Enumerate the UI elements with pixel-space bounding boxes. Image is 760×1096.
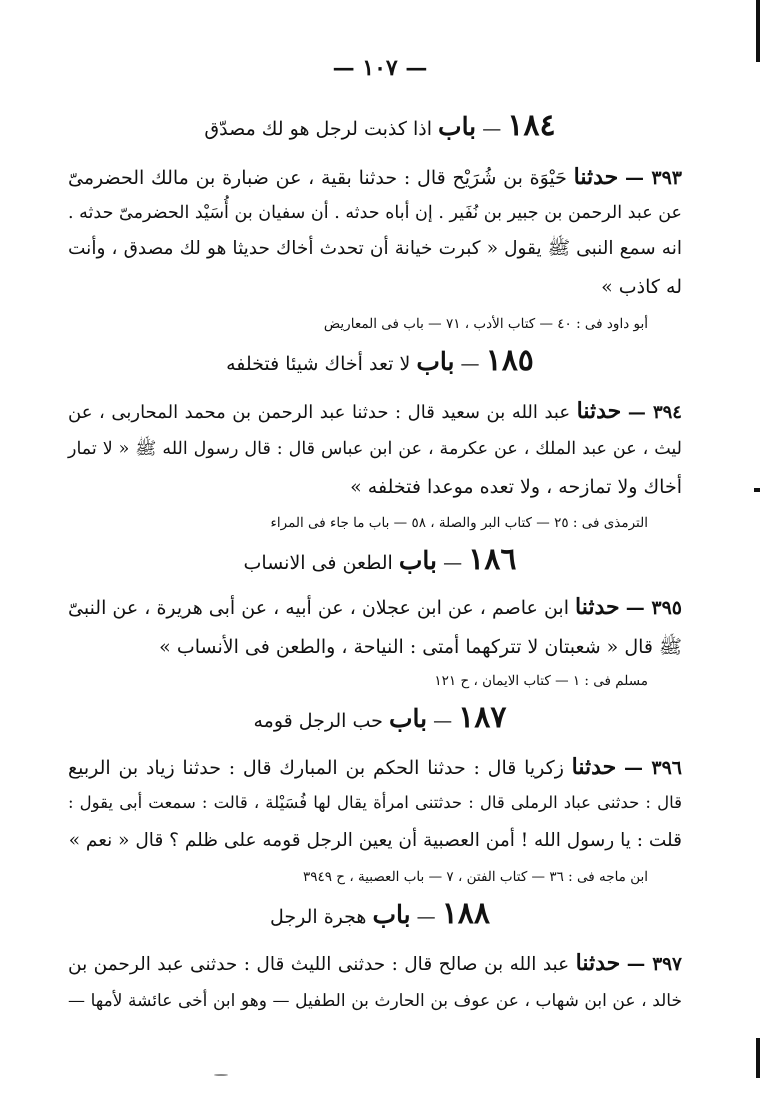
hadith-line [68,396,682,428]
chapter-number: ١٨٧ [458,700,507,735]
hadith-number: ٣٩٣ — [625,167,682,189]
hadith-line: ليث ، عن عبد الملك ، عن عكرمة ، عن ابن عباس قال : قال رسول الله ﷺ « لا تمار [68,439,682,459]
haddathana-word: حدثنا [575,950,621,976]
hadith-line [68,592,682,623]
haddathana-word: حدثنا [576,398,622,424]
page-number: — ١٠٧ — [332,55,428,81]
chapter-dash: — [460,353,480,375]
print-speck [214,1074,228,1076]
hadith-line: انه سمع النبى ﷺ يقول « كبرت خيانة أن تحدث أخاك حديثا هو لك مصدق ، وأنت [68,238,682,259]
chapter-title: لا تعد أخاك شيئا فتخلفه [226,353,411,375]
hadith-line [68,162,682,193]
hadith-line: أخاك ولا تمازحه ، ولا تعده موعدا فتخلفه » [350,476,682,498]
chapter-heading [0,343,760,382]
hadith-line: قلت : يا رسول الله ! أمن العصبية أن يعين الرجل قومه على ظلم ؟ قال « نعم » [68,830,682,851]
hadith-reference: ابن ماجه فى : ٣٦ — كتاب الفتن ، ٧ — باب العصبية ، ح ٣٩٤٩ [303,869,648,885]
hadith-reference: الترمذى فى : ٢٥ — كتاب البر والصلة ، ٥٨ — باب ما جاء فى المراء [270,515,648,531]
hadith-text: عبد الله بن صالح قال : حدثنى الليث قال : حدثنى عبد الرحمن بن [68,954,570,975]
hadith-line: قال : حدثنى عباد الرملى قال : حدثتنى امرأة يقال لها فُسَيْلة ، قالت : سمعت أبى يقول : [68,793,682,812]
hadith-line [68,948,682,980]
chapter-dash: — [416,906,436,928]
hadith-number: ٣٩٤ — [627,402,682,423]
chapter-bab: باب [388,704,428,733]
hadith-line: له كاذب » [601,276,682,298]
hadith-number: ٣٩٦ — [624,757,682,779]
hadith-text: حَيْوَة بن شُرَيْح قال : حدثنا بقية ، عن ضبارة بن مالك الحضرمىّ [68,167,567,189]
chapter-dash: — [482,118,502,140]
chapter-heading [0,108,760,147]
hadith-reference: أبو داود فى : ٤٠ — كتاب الأدب ، ٧١ — باب فى المعاريض [323,316,648,332]
hadith-number: ٣٩٧ — [626,954,682,975]
chapter-bab: باب [398,546,438,575]
page-edge-mark [756,0,760,62]
haddathana-word: حدثنا [575,594,620,620]
hadith-text: زكريا قال : حدثنا الحكم بن المبارك قال : حدثنا زياد بن الربيع [68,757,564,779]
hadith-line: عن عبد الرحمن بن جبير بن نُفَير . إن أباه حدثه . أن سفيان بن أُسَيْد الحضرمىّ حدثه . [68,203,682,223]
chapter-heading [0,542,760,581]
chapter-dash: — [443,552,463,574]
chapter-title: الطعن فى الانساب [243,552,393,574]
chapter-title: اذا كذبت لرجل هو لك مصدّق [204,118,432,140]
haddathana-word: حدثنا [573,164,619,190]
hadith-text: ابن عاصم ، عن ابن عجلان ، عن أبيه ، عن أبى هريرة ، عن النبىّ [68,597,569,619]
chapter-number: ١٨٤ [507,108,556,143]
chapter-number: ١٨٥ [485,343,534,378]
chapter-heading [0,700,760,739]
chapter-dash: — [433,710,453,732]
page-edge-mark [754,488,760,492]
hadith-line: ﷺ قال « شعبتان لا تتركهما أمتى : النياحة ، والطعن فى الأنساب » [159,636,682,658]
chapter-heading [0,896,760,935]
hadith-reference: مسلم فى : ١ — كتاب الايمان ، ح ١٢١ [434,673,648,689]
page-edge-mark [756,1038,760,1078]
chapter-number: ١٨٦ [468,542,517,577]
chapter-bab: باب [438,112,477,141]
hadith-line [68,752,682,783]
hadith-text: عبد الله بن سعيد قال : حدثنا عبد الرحمن بن محمد المحاربى ، عن [68,402,571,423]
chapter-title: هجرة الرجل [269,906,367,928]
chapter-bab: باب [372,900,411,929]
chapter-title: حب الرجل قومه [253,710,383,732]
hadith-number: ٣٩٥ — [625,597,682,619]
haddathana-word: حدثنا [571,754,617,780]
chapter-bab: باب [416,347,455,376]
chapter-number: ١٨٨ [441,896,491,931]
hadith-line: خالد ، عن ابن شهاب ، عن عوف بن الحارث بن الطفيل — وهو ابن أخى عائشة لأمها — [68,991,682,1011]
